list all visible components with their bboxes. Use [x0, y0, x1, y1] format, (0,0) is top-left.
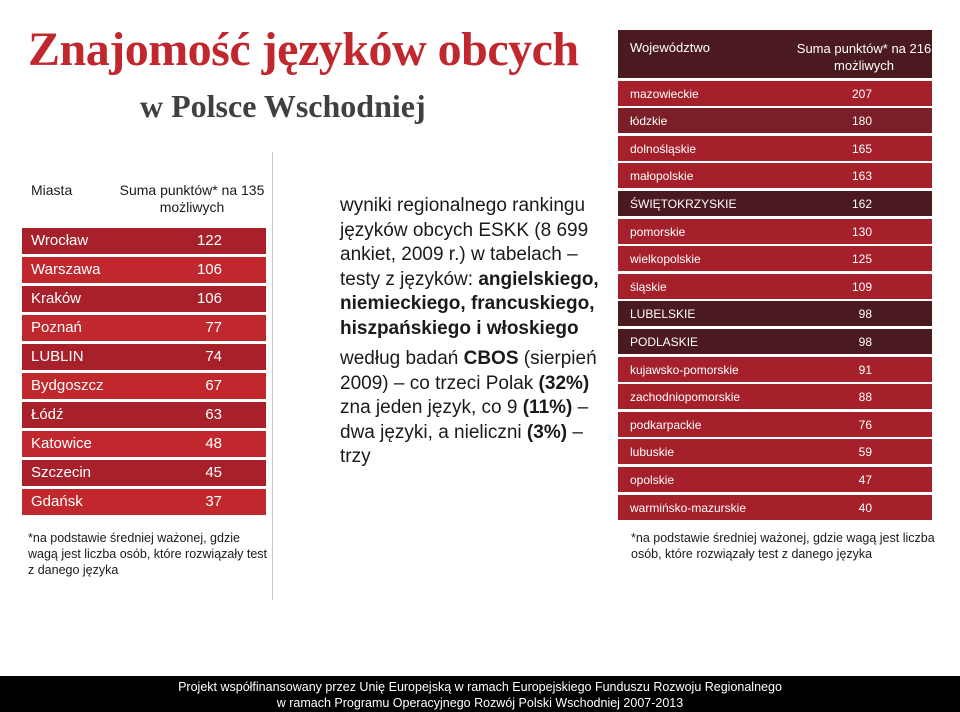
table-row	[22, 344, 266, 370]
eskk-paragraph	[340, 194, 610, 341]
table-row	[22, 228, 266, 254]
cbos-paragraph	[340, 347, 610, 470]
voivodeship-points: 40	[858, 500, 872, 515]
percent-two-languages: (11%)	[522, 397, 573, 418]
table-row	[22, 315, 266, 341]
voivodeship-points: 163	[851, 169, 872, 184]
voivodeship-points: 47	[858, 472, 872, 487]
voivodeship-name: łódzkie	[630, 114, 668, 129]
voivodeship-points: 59	[858, 445, 872, 460]
voivodeship-name: mazowieckie	[630, 86, 699, 101]
city-points: 77	[205, 319, 222, 336]
divider	[272, 152, 273, 600]
voivodeship-points: 165	[851, 141, 872, 156]
eskk-languages: angielskiego, niemieckiego, francuskiego, hiszpańskiego i włoskiego	[340, 268, 599, 339]
cbos-text-3: zna jeden język, co 9	[340, 397, 523, 418]
voivodeship-name: śląskie	[630, 279, 667, 294]
cbos-text-2: (sierpień 2009) – co trzeci Polak	[340, 348, 597, 394]
eskk-text: wyniki regionalnego rankingu języków obcych ESKK (8 699 ankiet, 2009 r.) w tabelach – testy z języków:	[340, 195, 589, 290]
percent-three-languages: (3%)	[526, 421, 568, 443]
page-title: Znajomość języków obcych	[28, 23, 579, 76]
voivodeship-name: podkarpackie	[630, 417, 702, 432]
voivodeship-name: LUBELSKIE	[630, 307, 696, 322]
voivodeship-points: 109	[851, 279, 872, 294]
header-voivodeship: Województwo	[630, 40, 710, 55]
description	[340, 194, 610, 470]
voivodeship-name: warmińsko-mazurskie	[630, 500, 747, 515]
cbos-text-5: – trzy	[340, 421, 583, 467]
city-name: Poznań	[31, 319, 82, 336]
table-row	[22, 257, 266, 283]
table-row	[22, 460, 266, 486]
voivodeship-points: 91	[858, 362, 872, 377]
cities-table	[22, 172, 266, 515]
city-points: 67	[205, 377, 222, 394]
city-name: Łódź	[31, 406, 64, 423]
footer-line-1: Projekt współfinansowany przez Unię Europejską w ramach Europejskiego Funduszu Rozwoju Regionalnego	[178, 680, 782, 694]
percent-one-language: (32%)	[538, 372, 590, 394]
voivodeship-name: dolnośląskie	[630, 141, 697, 156]
city-points: 106	[196, 290, 222, 307]
header-points: Suma punktów* na 216 możliwych	[796, 41, 932, 73]
table-row	[618, 384, 932, 409]
table-row	[618, 439, 932, 464]
table-row	[22, 402, 266, 428]
table-row	[22, 286, 266, 312]
city-name: Warszawa	[31, 261, 101, 278]
city-points: 74	[205, 348, 222, 365]
table-row	[618, 81, 932, 106]
table-row	[618, 301, 932, 326]
cbos-text-4: – dwa języki, a nieliczni	[340, 397, 589, 443]
city-name: Bydgoszcz	[31, 377, 104, 394]
voivodeship-name: wielkopolskie	[630, 252, 701, 267]
cbos-label: CBOS	[463, 348, 519, 369]
city-points: 48	[205, 435, 222, 452]
city-points: 106	[196, 261, 222, 278]
cities-footnote: *na podstawie średniej ważonej, gdzie wagą jest liczba osób, które rozwiązały test z danego języka	[28, 531, 267, 577]
table-row	[22, 489, 266, 515]
voivodeship-points: 207	[851, 86, 872, 101]
table-row	[618, 274, 932, 299]
table-row	[618, 467, 932, 492]
voivodeship-name: zachodniopomorskie	[630, 390, 741, 405]
table-row	[618, 357, 932, 382]
voivodeship-name: ŚWIĘTOKRZYSKIE	[630, 196, 737, 211]
city-name: Szczecin	[31, 464, 92, 481]
voivodeship-name: małopolskie	[630, 169, 694, 184]
voivodeship-name: pomorskie	[630, 224, 686, 239]
table-row	[618, 246, 932, 271]
city-name: Gdańsk	[31, 493, 83, 510]
voivodeships-table	[618, 30, 932, 520]
table-row	[618, 108, 932, 133]
voivodeship-name: lubuskie	[630, 445, 675, 460]
table-row	[618, 412, 932, 437]
voivodeship-points: 98	[858, 307, 872, 322]
table-row	[618, 329, 932, 354]
table-row	[618, 191, 932, 216]
footer-line-2: w ramach Programu Operacyjnego Rozwój Polski Wschodniej 2007-2013	[276, 696, 684, 710]
page-subtitle: w Polsce Wschodniej	[140, 88, 426, 124]
city-points: 45	[205, 464, 222, 481]
city-name: LUBLIN	[31, 348, 84, 365]
voivodeship-name: opolskie	[630, 472, 675, 487]
city-points: 63	[205, 406, 222, 423]
city-name: Katowice	[31, 435, 92, 452]
cbos-text-1: według badań	[340, 348, 464, 369]
header-cities: Miasta	[31, 182, 73, 198]
table-row	[22, 431, 266, 457]
table-row	[618, 219, 932, 244]
voivodeship-name: PODLASKIE	[630, 334, 699, 349]
voivodeship-points: 180	[851, 114, 872, 129]
city-name: Kraków	[31, 290, 82, 307]
city-points: 37	[205, 493, 222, 510]
table-row	[618, 136, 932, 161]
voivodeship-points: 130	[851, 224, 872, 239]
table-row	[618, 495, 932, 520]
voivodeship-points: 162	[851, 196, 872, 211]
cities-table-header	[22, 172, 266, 225]
city-name: Wrocław	[31, 232, 89, 249]
footer	[0, 676, 960, 712]
voivodeship-points: 98	[858, 334, 872, 349]
table-row	[22, 373, 266, 399]
voivodeships-table-header	[618, 30, 932, 78]
voivodeships-footnote: *na podstawie średniej ważonej, gdzie wagą jest liczba osób, które rozwiązały test z danego języka	[631, 531, 935, 561]
header-points: Suma punktów* na 135 możliwych	[119, 182, 265, 215]
city-points: 122	[196, 232, 222, 249]
voivodeship-points: 125	[851, 252, 872, 267]
table-row	[618, 163, 932, 188]
voivodeship-points: 76	[858, 417, 872, 432]
voivodeship-name: kujawsko-pomorskie	[630, 362, 739, 377]
voivodeship-points: 88	[858, 390, 872, 405]
